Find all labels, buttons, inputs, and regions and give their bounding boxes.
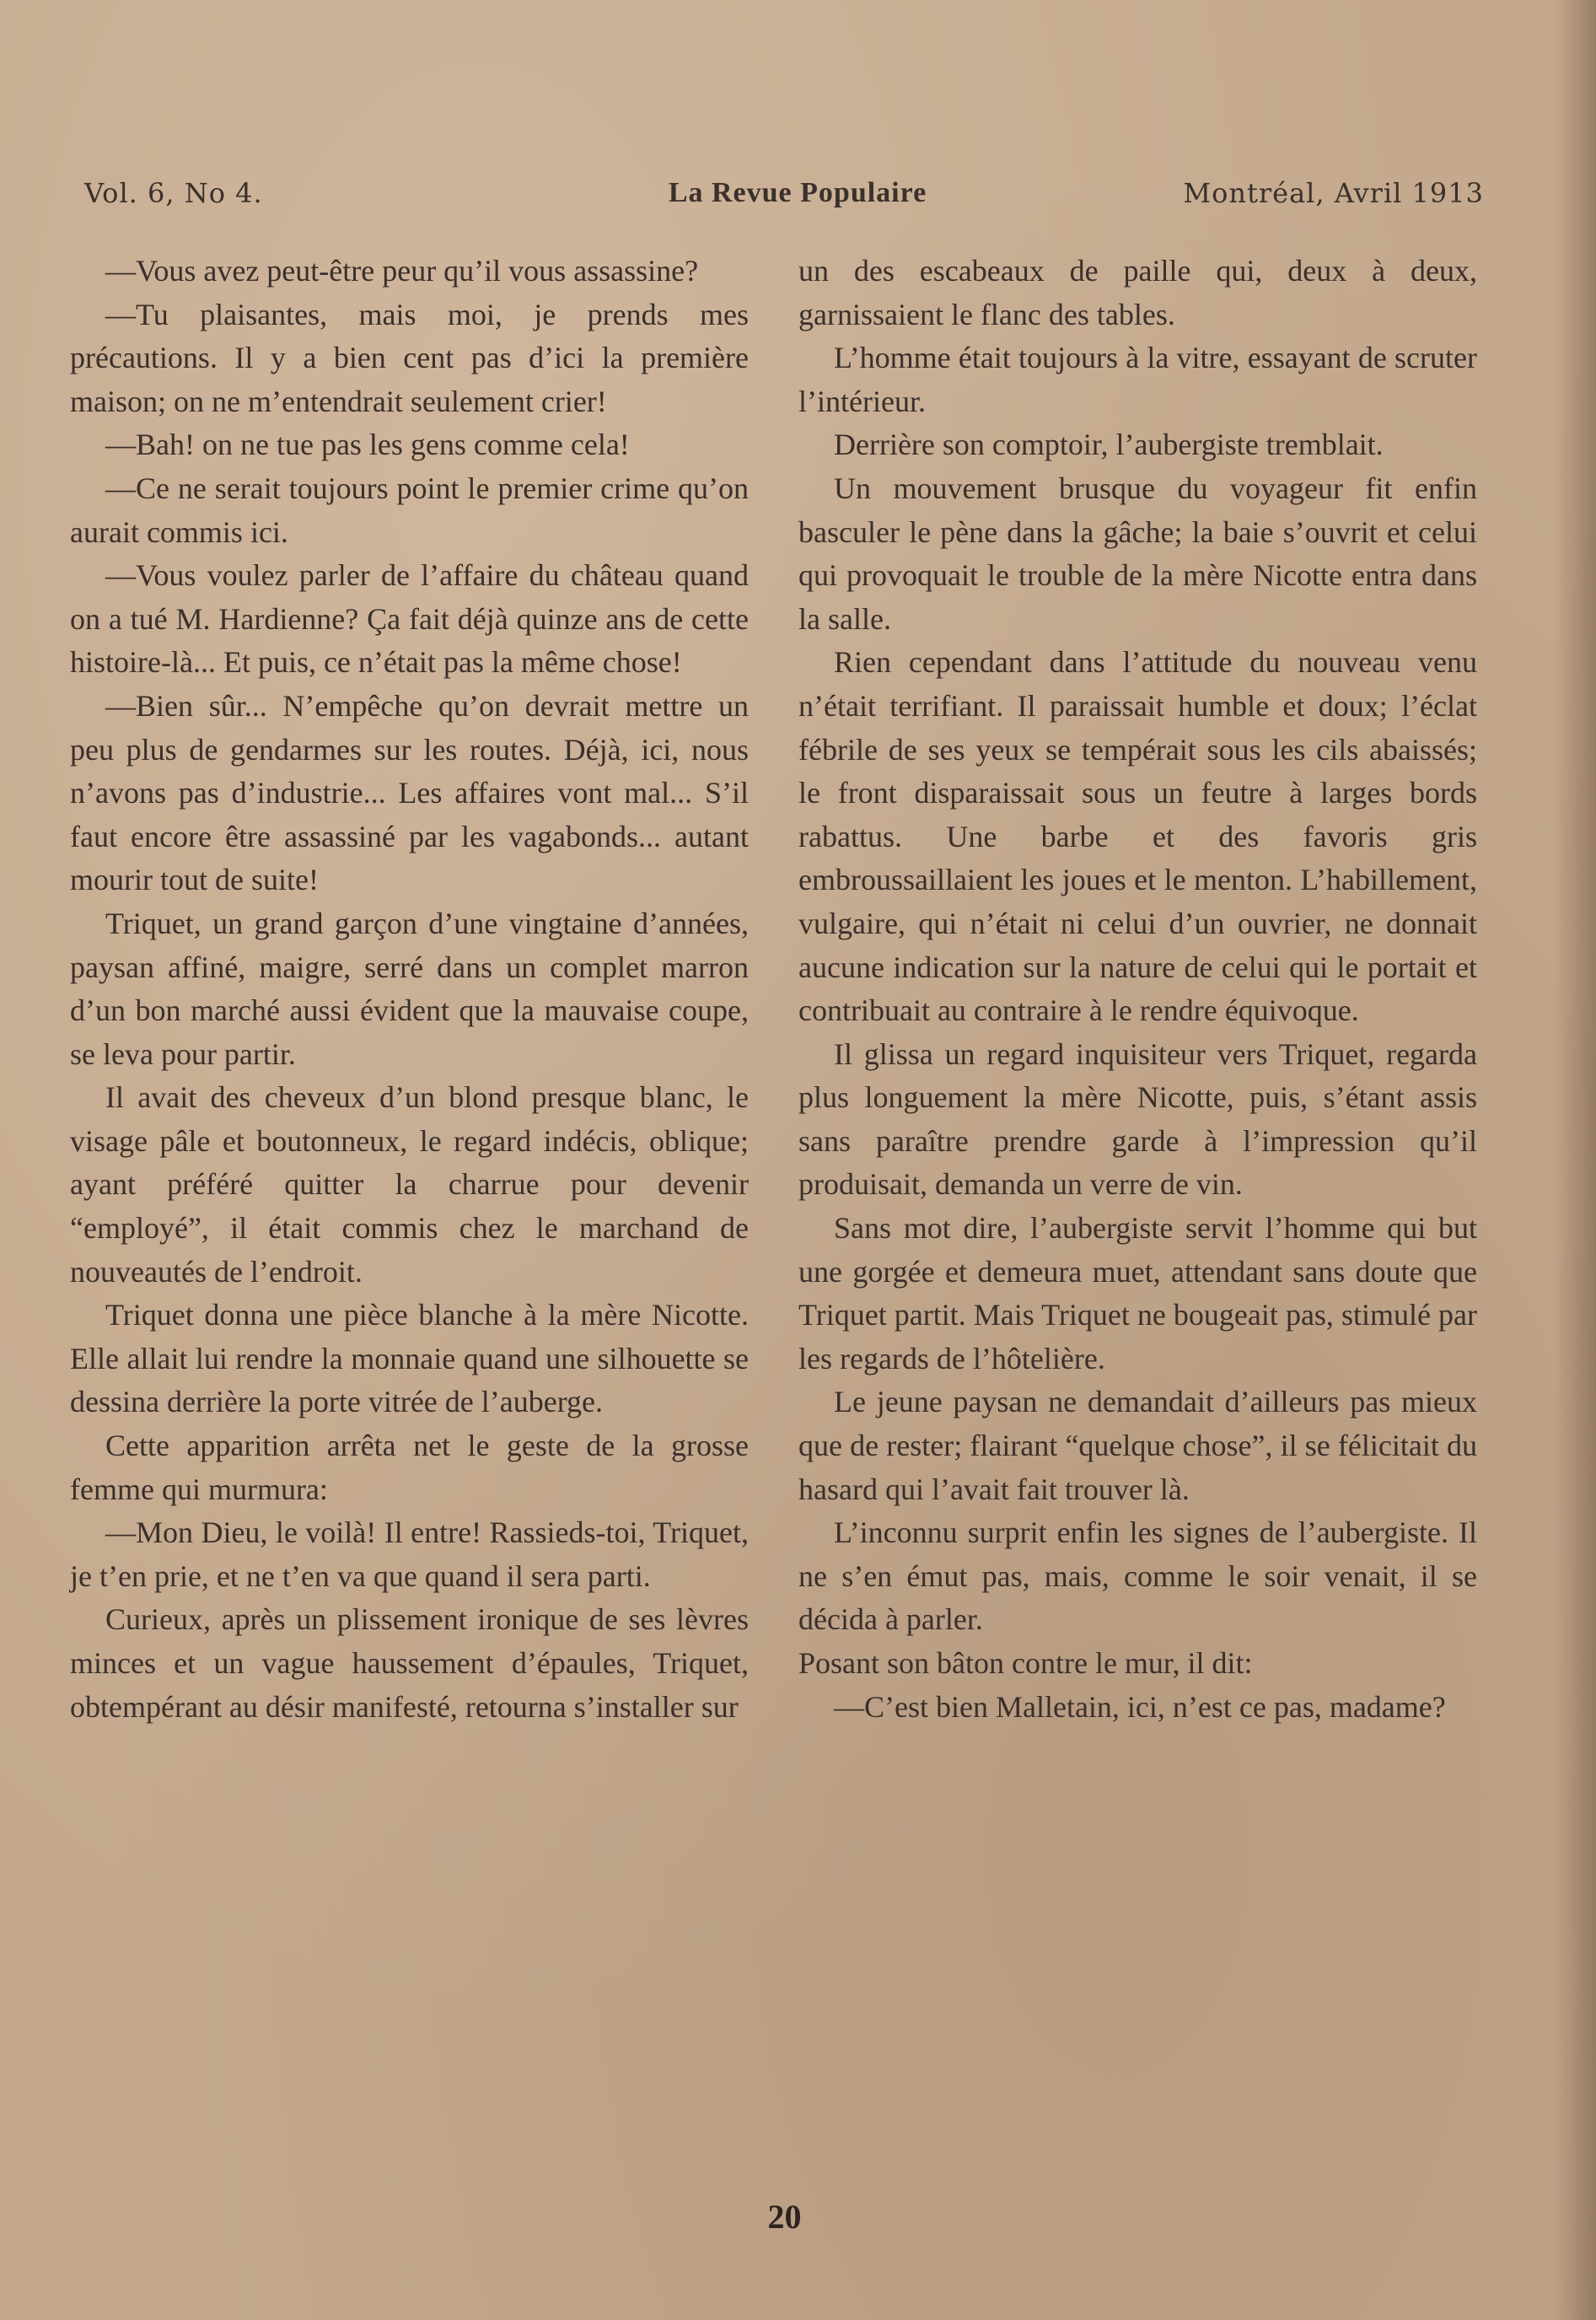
paragraph: Triquet, un grand garçon d’une vingtaine d’années, paysan affiné, maigre, serré dans un complet marron d’un bon marché aussi évident que la mauvaise coupe, se leva pour partir.	[70, 906, 749, 1071]
running-header	[84, 177, 1484, 219]
paragraph: Triquet donna une pièce blanche à la mère Nicotte. Elle allait lui rendre la monnaie quand une silhouette se dessina derrière la porte vitrée de l’auberge.	[70, 1298, 749, 1419]
paragraph: —Ce ne serait toujours point le premier crime qu’on aurait commis ici.	[70, 471, 749, 549]
paragraph: —Bien sûr... N’empêche qu’on devrait mettre un peu plus de gendarmes sur les routes. Déjà, ici, nous n’avons pas d’industrie... Les affaires vont mal... S’il faut encore être assassiné par les vagabonds... autant mourir tout de suite!	[70, 688, 749, 897]
paragraph: Curieux, après un plissement ironique de ses lèvres minces et un vague haussement d’épaules, Triquet, obtempérant au désir manifesté, retourna s’installer sur	[70, 1602, 749, 1724]
paragraph: —Bah! on ne tue pas les gens comme cela!	[105, 428, 630, 462]
paragraph: —Vous avez peut-être peur qu’il vous assassine?	[105, 254, 699, 288]
issue-date: Montréal, Avril 1913	[1183, 177, 1484, 209]
paragraph: —Vous voulez parler de l’affaire du château quand on a tué M. Hardienne? Ça fait déjà quinze ans de cette histoire-là... Et puis, ce n’était pas la même chose!	[70, 558, 749, 680]
paragraph: Cette apparition arrêta net le geste de la grosse femme qui murmura:	[70, 1429, 749, 1506]
paragraph: Derrière son comptoir, l’aubergiste tremblait.	[834, 428, 1384, 462]
paragraph: Rien cependant dans l’attitude du nouveau venu n’était terrifiant. Il paraissait humble et doux; l’éclat fébrile de ses yeux se tempérait sous les cils abaissés; le front disparaissait sous un feutre à larges bords rabattus. Une barbe et des favoris gris embroussaillaient les joues et le menton. L’habillement, vulgaire, qui n’était ni celui d’un ouvrier, ne donnait aucune indication sur la nature de celui qui le portait et contribuait au contraire à le rendre équivoque.	[798, 645, 1477, 1028]
paragraph: —C’est bien Malletain, ici, n’est ce pas, madame?	[834, 1689, 1446, 1724]
left-text-column	[70, 250, 749, 1729]
paragraph: Il glissa un regard inquisiteur vers Triquet, regarda plus longuement la mère Nicotte, puis, s’étant assis sans paraître prendre garde à l’impression qu’il produisait, demanda un verre de vin.	[798, 1036, 1477, 1202]
page-edge-shadow	[1554, 0, 1596, 2320]
paragraph: Sans mot dire, l’aubergiste servit l’homme qui but une gorgée et demeura muet, attendant sans doute que Triquet partit. Mais Triquet ne bougeait pas, stimulé par les regards de l’hôtelière.	[798, 1211, 1477, 1375]
volume-label: Vol. 6, No 4.	[84, 177, 263, 209]
page-number: 20	[767, 2198, 802, 2236]
right-text-column	[798, 250, 1477, 1729]
paragraph: Un mouvement brusque du voyageur fit enfin basculer le pène dans la gâche; la baie s’ouvrit et celui qui provoquait le trouble de la mère Nicotte entra dans la salle.	[798, 471, 1477, 636]
publication-title: La Revue Populaire	[668, 177, 927, 208]
paragraph: un des escabeaux de paille qui, deux à deux, garnissaient le flanc des tables.	[798, 254, 1477, 331]
paragraph: Le jeune paysan ne demandait d’ailleurs pas mieux que de rester; flairant “quelque chose”, il se félicitait du hasard qui l’avait fait trouver là.	[798, 1385, 1477, 1506]
paragraph: —Mon Dieu, le voilà! Il entre! Rassieds-toi, Triquet, je t’en prie, et ne t’en va que quand il sera parti.	[70, 1515, 749, 1593]
paragraph: Posant son bâton contre le mur, il dit:	[798, 1646, 1253, 1680]
paragraph: L’homme était toujours à la vitre, essayant de scruter l’intérieur.	[798, 341, 1477, 418]
paragraph: —Tu plaisantes, mais moi, je prends mes précautions. Il y a bien cent pas d’ici la première maison; on ne m’entendrait seulement crier!	[70, 297, 749, 418]
paragraph: L’inconnu surprit enfin les signes de l’aubergiste. Il ne s’en émut pas, mais, comme le soir venait, il se décida à parler.	[798, 1515, 1477, 1637]
paragraph: Il avait des cheveux d’un blond presque blanc, le visage pâle et boutonneux, le regard indécis, oblique; ayant préféré quitter la charrue pour devenir “employé”, il était commis chez le marchand de nouveautés de l’endroit.	[70, 1080, 749, 1289]
